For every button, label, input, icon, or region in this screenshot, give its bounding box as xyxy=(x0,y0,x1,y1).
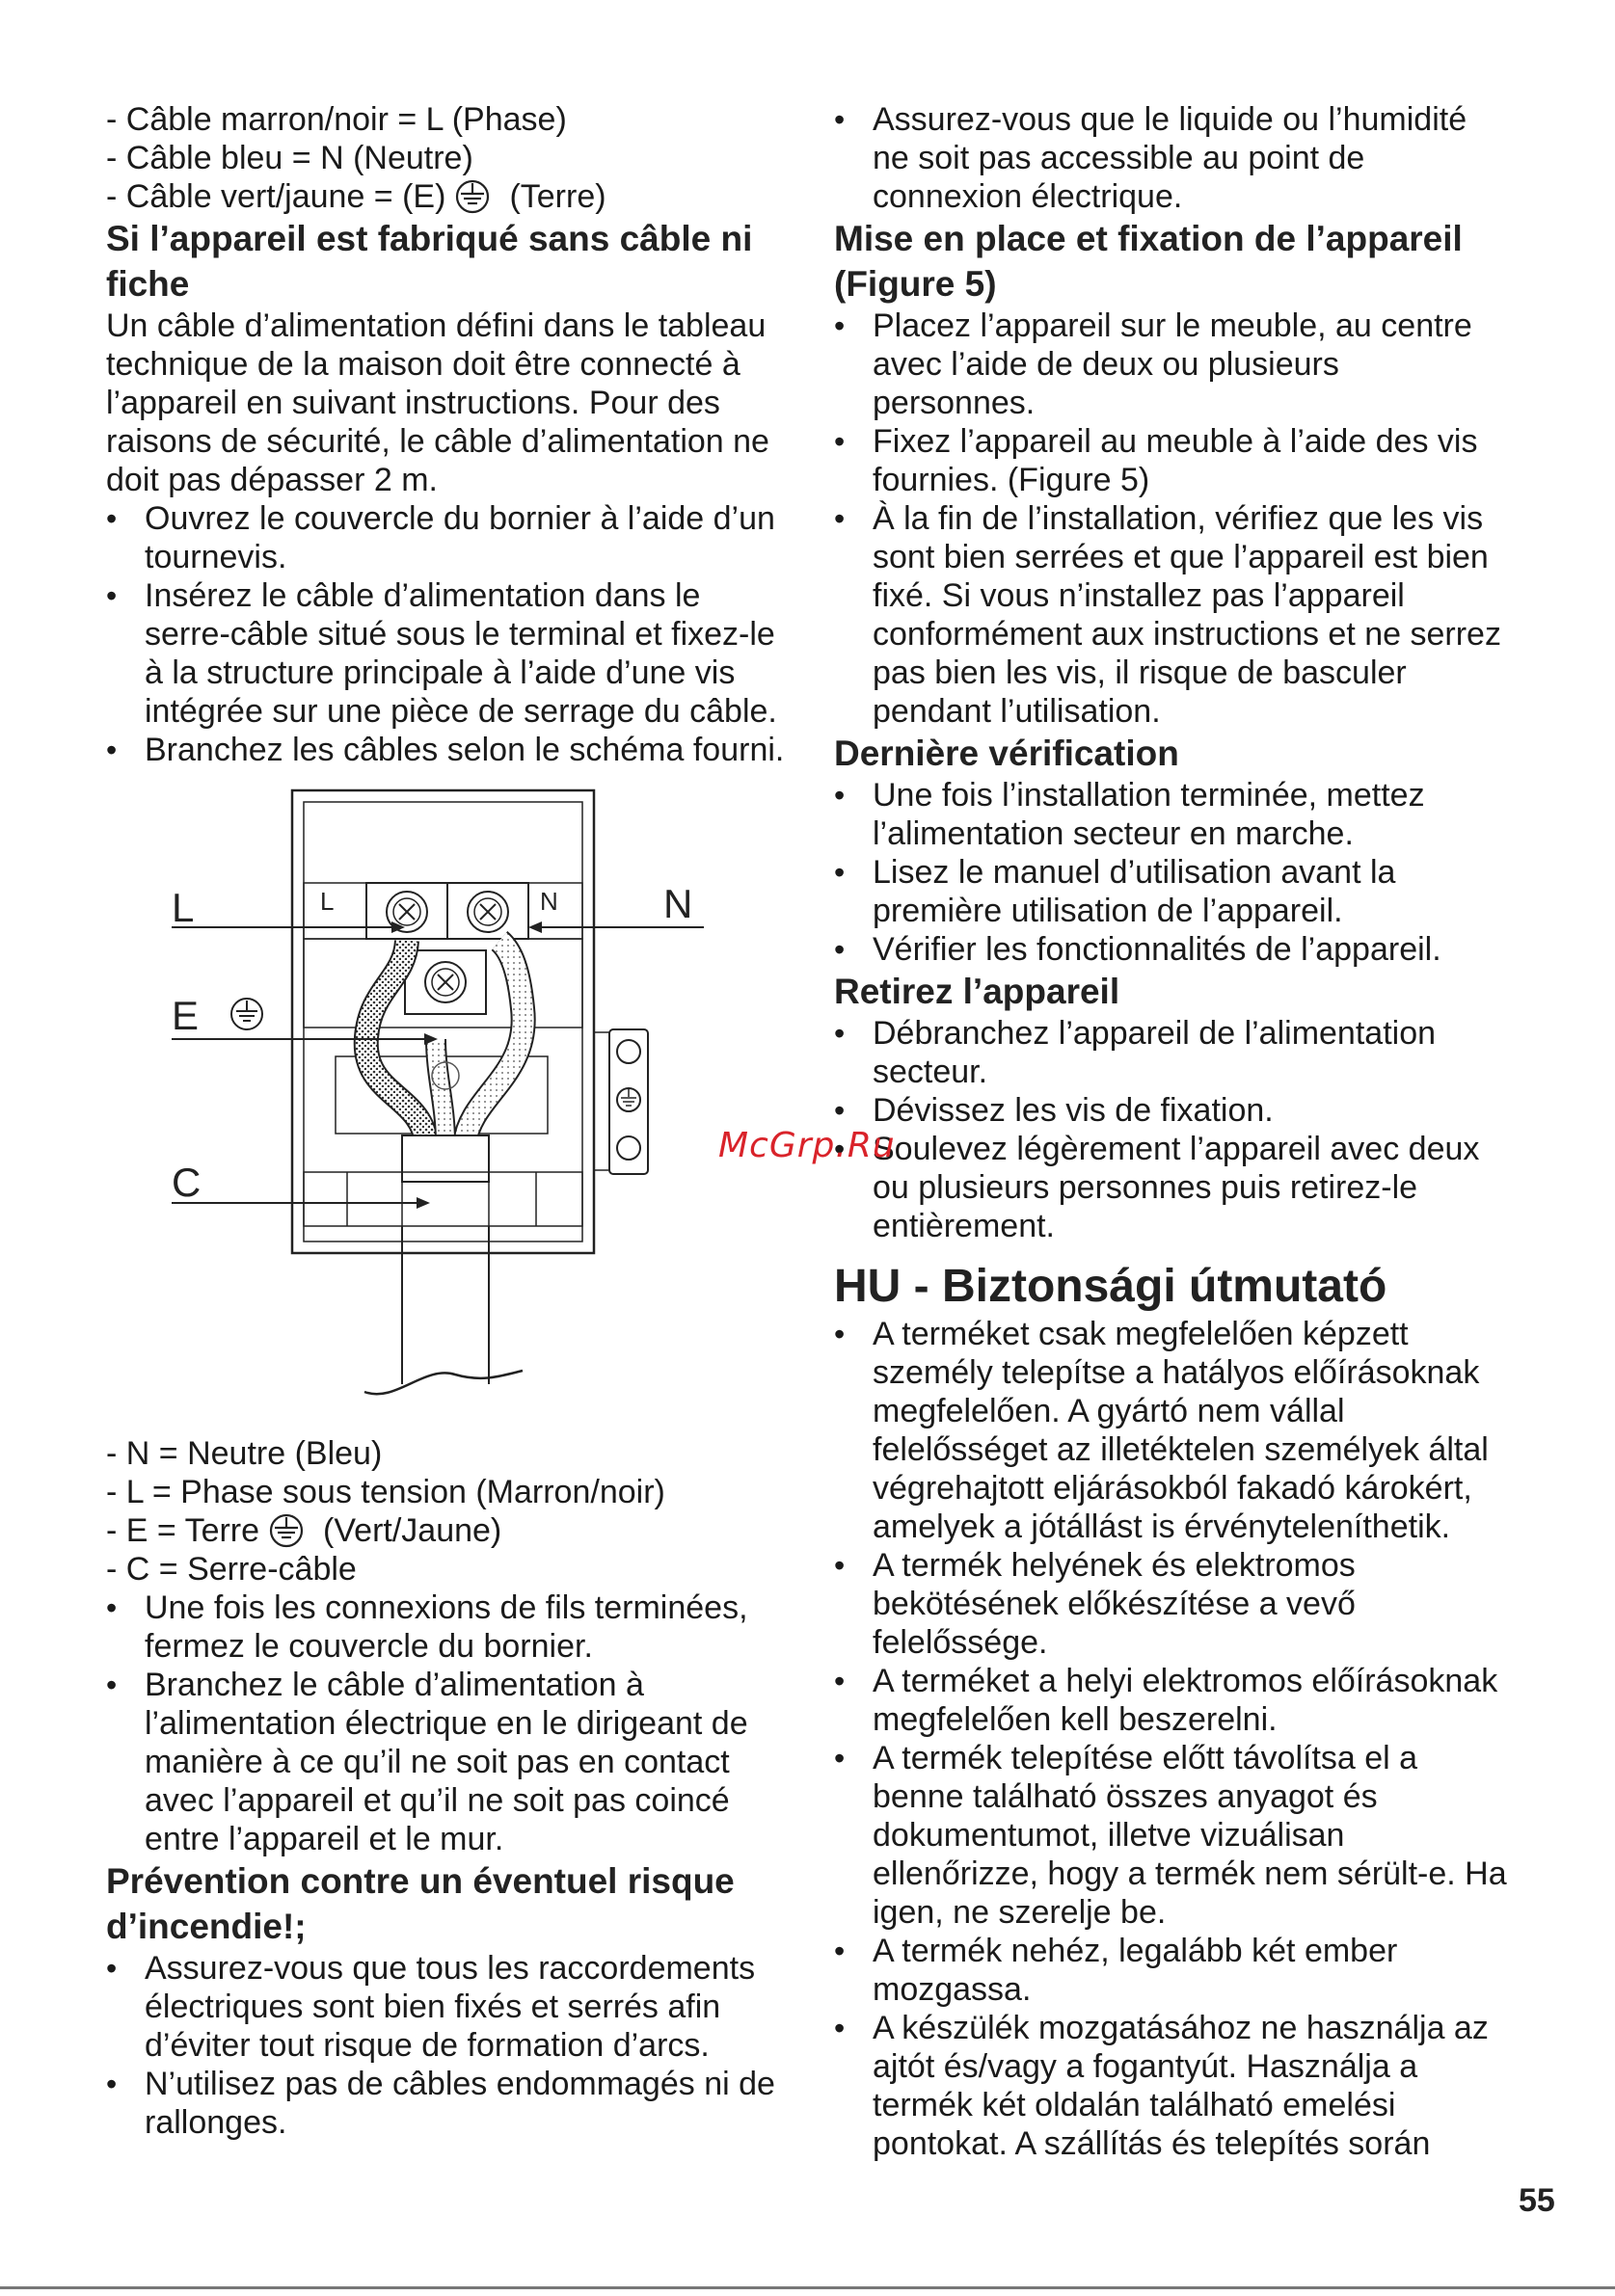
earth-ground-icon xyxy=(265,1513,308,1548)
bullet-list-placement xyxy=(834,307,1509,731)
list-item: • À la fin de l’installation, vérifiez que les vis sont bien serrées et que l’appareil est bien fixé. Si vous n’installez pas l’appareil conformément aux instructions et ne serrez pas bien les vis, il risque de basculer pendant l’utilisation. xyxy=(834,499,1509,731)
wiring-diagram xyxy=(164,787,704,1423)
cable-color-list xyxy=(106,100,791,216)
diagram-label-c: C xyxy=(172,1160,202,1205)
list-item: • Branchez les câbles selon le schéma fourni. xyxy=(106,731,791,769)
list-item: • A termék helyének és elektromos bekötésének előkészítése a vevő felelőssége. xyxy=(834,1546,1509,1662)
bullet-list-after-wiring xyxy=(106,1589,791,1858)
earth-ground-icon xyxy=(231,999,262,1029)
cable-line-green-yellow: - Câble vert/jaune = (E) (Terre) xyxy=(106,178,606,215)
list-item: • Lisez le manuel d’utilisation avant la première utilisation de l’appareil. xyxy=(834,853,1509,930)
list-item: • A termék nehéz, legalább két ember mozgassa. xyxy=(834,1932,1509,2009)
list-item: • Fixez l’appareil au meuble à l’aide des vis fournies. (Figure 5) xyxy=(834,422,1509,499)
heading-final-check: Dernière vérification xyxy=(834,734,1179,773)
bullet-list-final-check xyxy=(834,776,1509,969)
terminal-housing xyxy=(292,790,594,1253)
heading-no-cable: Si l’appareil est fabriqué sans câble ni fiche xyxy=(106,219,753,304)
terminal-label-n: N xyxy=(540,887,558,916)
list-item: • Dévissez les vis de fixation. xyxy=(834,1091,1509,1130)
legend-n: - N = Neutre (Bleu) xyxy=(106,1435,383,1472)
earth-ground-icon xyxy=(451,179,494,214)
bottom-rule xyxy=(0,2286,1615,2289)
diagram-label-l: L xyxy=(172,885,195,930)
diagram-label-n: N xyxy=(663,881,693,926)
terminal-screw-earth xyxy=(425,962,466,1002)
terminal-screw-n xyxy=(468,892,508,932)
diagram-legend xyxy=(106,1434,791,1589)
legend-c: - C = Serre-câble xyxy=(106,1551,357,1588)
list-item: • Soulevez légèrement l’appareil avec deux ou plusieurs personnes puis retirez-le entièrement. xyxy=(834,1130,1509,1245)
list-item: • Assurez-vous que tous les raccordements électriques sont bien fixés et serrés afin d’éviter tout risque de formation d’arcs. xyxy=(106,1949,791,2065)
list-item: • Insérez le câble d’alimentation dans le serre-câble situé sous le terminal et fixez-le à la structure principale à l’aide d’une vis intégrée sur une pièce de serrage du câble. xyxy=(106,576,791,731)
list-item: • A készülék mozgatásához ne használja az ajtót és/vagy a fogantyút. Használja a termék két oldalán található emelési pontokat. A szállítás és telepítés során xyxy=(834,2009,1509,2163)
heading-placement: Mise en place et fixation de l’appareil (Figure 5) xyxy=(834,219,1463,304)
list-item: • Assurez-vous que le liquide ou l’humidité ne soit pas accessible au point de connexion électrique. xyxy=(834,100,1509,216)
watermark: McGrp.Ru xyxy=(718,1126,896,1165)
bullet-list-top xyxy=(834,100,1509,216)
cable-line-brown: - Câble marron/noir = L (Phase) xyxy=(106,101,567,138)
list-item: • Vérifier les fonctionnalités de l’appareil. xyxy=(834,930,1509,969)
bullet-list-remove xyxy=(834,1014,1509,1245)
legend-e: - E = Terre (Vert/Jaune) xyxy=(106,1512,502,1549)
legend-l: - L = Phase sous tension (Marron/noir) xyxy=(106,1474,665,1510)
list-item: • Une fois l’installation terminée, mettez l’alimentation secteur en marche. xyxy=(834,776,1509,853)
list-item: • Une fois les connexions de fils terminées, fermez le couvercle du bornier. xyxy=(106,1589,791,1666)
page-number: 55 xyxy=(1519,2182,1555,2219)
cable-line-blue: - Câble bleu = N (Neutre) xyxy=(106,140,473,176)
list-item: • Branchez le câble d’alimentation à l’alimentation électrique en le dirigeant de manière à ce qu’il ne soit pas en contact avec l’appareil et qu’il ne soit pas coincé entre l’appareil et le mur. xyxy=(106,1666,791,1858)
heading-fire-prevention: Prévention contre un éventuel risque d’incendie!; xyxy=(106,1861,735,1946)
heading-hu-safety: HU - Biztonsági útmutató xyxy=(834,1261,1387,1312)
list-item: • A terméket a helyi elektromos előírásoknak megfelelően kell beszerelni. xyxy=(834,1662,1509,1739)
list-item: • Placez l’appareil sur le meuble, au centre avec l’aide de deux ou plusieurs personnes. xyxy=(834,307,1509,422)
heading-remove: Retirez l’appareil xyxy=(834,972,1120,1011)
list-item: • A termék telepítése előtt távolítsa el a benne található összes anyagot és dokumentumot, illetve vizuálisan ellenőrizze, hogy a termék nem sérült-e. Ha igen, ne szerelje be. xyxy=(834,1739,1509,1932)
bullet-list-no-cable xyxy=(106,499,791,769)
bullet-list-fire xyxy=(106,1949,791,2142)
list-item: • A terméket csak megfelelően képzett személy telepítse a hatályos előírásoknak megfelelően. A gyártó nem vállal felelősséget az illetéktelen személyek által végrehajtott eljárásokból fakadó károkért, amelyek a jótállást is érvényteleníthetik. xyxy=(834,1315,1509,1546)
list-item: • Ouvrez le couvercle du bornier à l’aide d’un tournevis. xyxy=(106,499,791,576)
paragraph-no-cable: Un câble d’alimentation défini dans le tableau technique de la maison doit être connecté à l’appareil en suivant instructions. Pour des raisons de sécurité, le câble d’alimentation ne doit pas dépasser 2 m. xyxy=(106,307,769,498)
list-item: • N’utilisez pas de câbles endommagés ni de rallonges. xyxy=(106,2065,791,2142)
list-item: • Débranchez l’appareil de l’alimentation secteur. xyxy=(834,1014,1509,1091)
right-column xyxy=(834,100,1509,2163)
diagram-label-e: E xyxy=(172,993,200,1038)
left-column xyxy=(106,100,791,2142)
bullet-list-hu xyxy=(834,1315,1509,2163)
terminal-label-l: L xyxy=(320,887,335,916)
